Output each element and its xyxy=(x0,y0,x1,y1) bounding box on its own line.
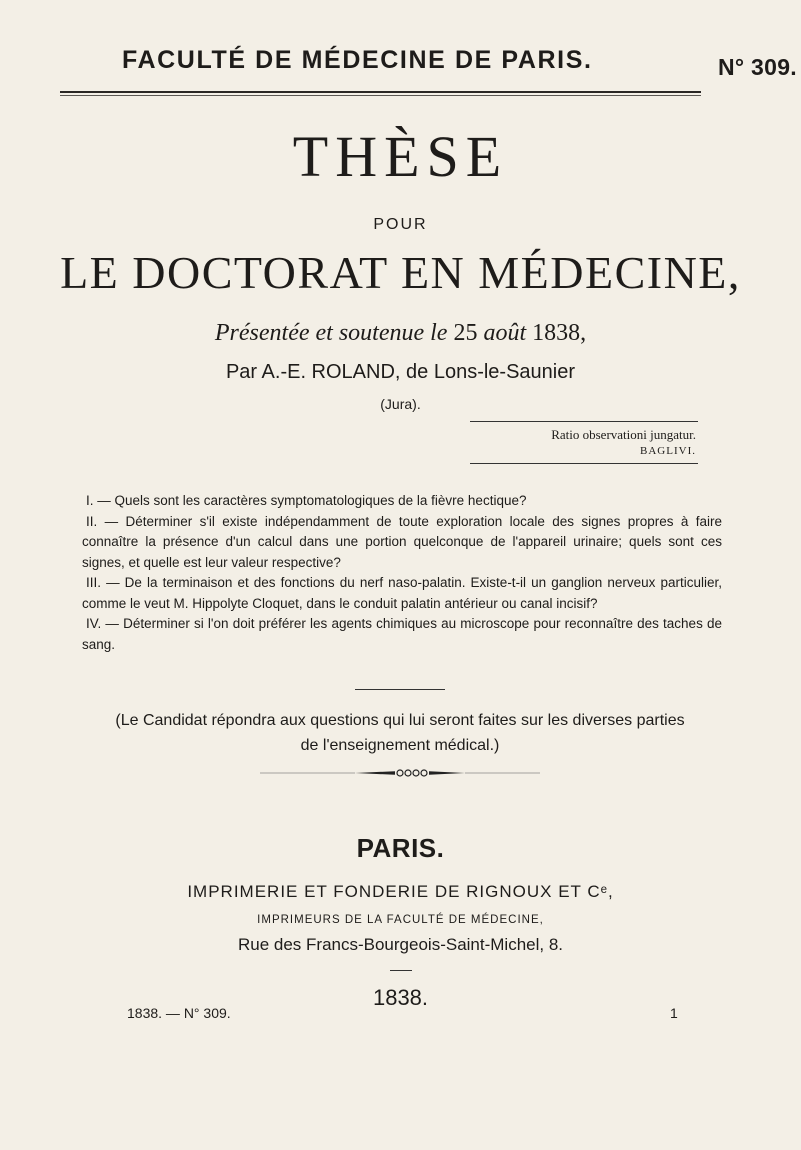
faculty-header: FACULTÉ DE MÉDECINE DE PARIS. xyxy=(122,46,593,74)
title-doctorat: LE DOCTORAT EN MÉDECINE, xyxy=(60,247,741,298)
ornament-ring-1 xyxy=(397,770,403,776)
imprint-rule xyxy=(390,970,412,971)
question-2: II. — Déterminer s'il existe indépendamment de toute exploration locale des signes propres à faire connaître la présence d'un calcul dans une portion quelconque de l'appareil urinaire; quels sont ces signes, et quelle est leur valeur respective? xyxy=(82,513,722,570)
presentation-line xyxy=(0,320,801,347)
motto-rule-top xyxy=(470,421,698,422)
footer-signature: 1838. — N° 309. xyxy=(127,1005,231,1021)
question-3: III. — De la terminaison et des fonctions du nerf naso-palatin. Existe-t-il un ganglion nerveux particulier, comme le veut M. Hippolyte Cloquet, dans le conduit palatin antérieur ou canal incisif? xyxy=(82,575,722,611)
title-these: THÈSE xyxy=(292,124,509,189)
title-pour: POUR xyxy=(373,216,428,233)
questions-list xyxy=(82,491,722,655)
imprint-address: Rue des Francs-Bourgeois-Saint-Michel, 8. xyxy=(237,935,564,954)
imprint-city: PARIS. xyxy=(356,833,445,863)
ornament-ring-3 xyxy=(413,770,419,776)
imprint-year: 1838. xyxy=(372,985,429,1010)
presentation-month: août xyxy=(477,320,533,346)
motto-rule-bottom xyxy=(470,463,698,464)
footer-sheet-number: 1 xyxy=(670,1005,678,1021)
ornament-taper-right xyxy=(429,771,465,775)
candidat-note xyxy=(80,708,720,758)
presentation-lead: Présentée et soutenue le xyxy=(214,320,454,346)
imprint-printer-role: IMPRIMEURS DE LA FACULTÉ DE MÉDECINE, xyxy=(257,914,544,926)
header-rule xyxy=(60,91,701,93)
candidat-note-line-2: de l'enseignement médical.) xyxy=(300,737,500,754)
candidat-note-line-1: (Le Candidat répondra aux questions qui lui seront faites sur les diverses parties xyxy=(115,712,685,729)
presentation-year: 1838, xyxy=(532,320,587,346)
imprint-printer: IMPRIMERIE ET FONDERIE DE RIGNOUX ET Cᵉ, xyxy=(187,882,614,901)
author-region: (Jura). xyxy=(380,396,421,412)
ornament-ring-4 xyxy=(421,770,427,776)
ornament-divider xyxy=(260,768,540,778)
motto-attribution: BAGLIVI. xyxy=(640,445,696,457)
motto-text: Ratio observationi jungatur. xyxy=(551,427,696,442)
question-1: I. — Quels sont les caractères symptomatologiques de la fièvre hectique? xyxy=(86,493,527,508)
thesis-number: N° 309. xyxy=(717,54,797,80)
ornament-ring-2 xyxy=(405,770,411,776)
author-line: Par A.-E. ROLAND, de Lons-le-Saunier xyxy=(225,361,576,383)
ornament-taper-left xyxy=(355,771,395,775)
question-4: IV. — Déterminer si l'on doit préférer les agents chimiques au microscope pour reconnaître des taches de sang. xyxy=(82,616,722,652)
header-rule-thin xyxy=(60,95,701,96)
presentation-day: 25 xyxy=(453,320,478,346)
section-rule xyxy=(355,689,445,690)
